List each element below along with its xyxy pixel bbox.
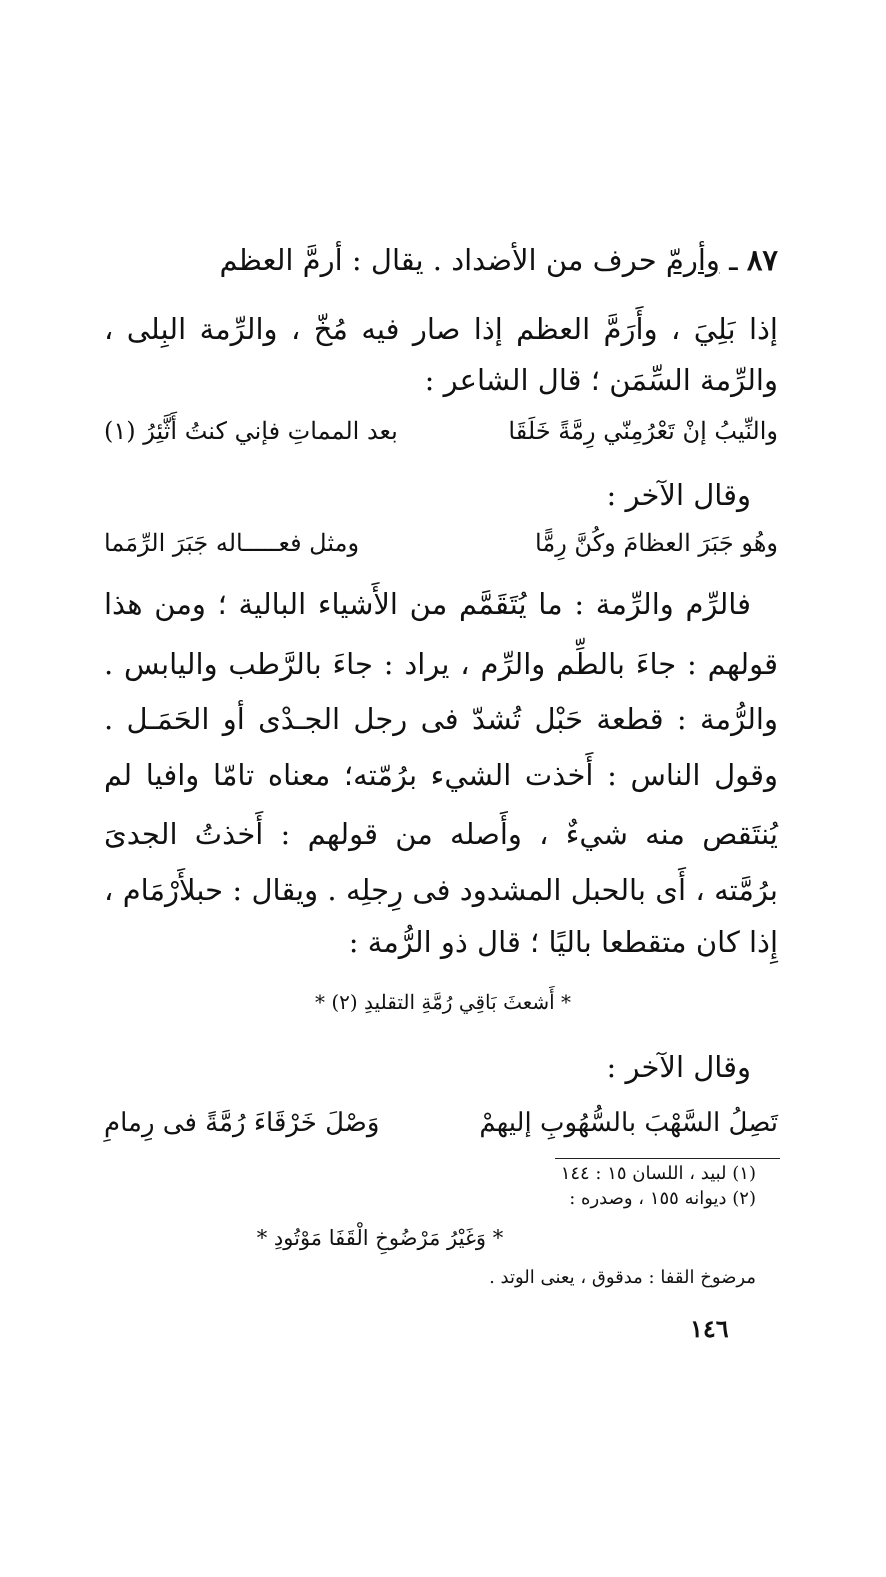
verse-1-second-hemistich: بعد المماتِ فإني كنتُ أَثَّئِرُ (١): [104, 417, 398, 445]
verse-2: [104, 529, 778, 557]
paragraph-line-1: فالرِّم والرِّمة : ما يُتَقَمَّم من الأَشياء البالية ؛ ومن هذا: [104, 587, 751, 621]
paragraph-line-5: يُنتَقص منه شيءٌ ، وأَصله من قولهم : أَخذتُ الجدىَ: [104, 817, 778, 851]
paragraph-line-4: وقول الناس : أَخذت الشيء برُمّته؛ معناه تامّا وافيا لم: [104, 758, 778, 792]
entry-line-2: إذا بَلِيَ ، وأَرَمَّ العظم إذا صار فيه مُخّ ، والرِّمة البِلى ،: [104, 312, 778, 346]
other-poet-line-1: وقال الآخر :: [606, 478, 751, 512]
verse-4-first-hemistich: تَصِلُ السَّهْبَ بالسُّهُوبِ إليهمْ: [479, 1108, 778, 1138]
paragraph-line-2: قولهم : جاءَ بالطِّم والرِّم ، يراد : جاءَ بالرَّطب واليابس .: [104, 647, 778, 681]
footnote-separator: [555, 1158, 780, 1159]
verse-1-first-hemistich: والنِّيبُ إنْ تَعْرُمِنّي رِمَّةً خَلَقَا: [508, 417, 778, 445]
entry-headword: وأرمّ: [665, 243, 720, 277]
footnote-1: (١) لبيد ، اللسان ١٥ : ١٤٤: [560, 1163, 756, 1184]
entry-first-line: [219, 243, 778, 277]
verse-3: * أَشعثَ بَاقِي رُمَّةِ التقليدِ (٢) *: [314, 990, 572, 1014]
entry-line-3: والرِّمة السِّمَن ؛ قال الشاعر :: [424, 363, 778, 397]
footnote-2-verse: * وَغَيْرُ مَرْضُوخِ الْقَفَا مَوْتُودِ *: [256, 1226, 504, 1250]
entry-number: ٨٧: [746, 243, 778, 277]
verse-2-first-hemistich: وهُو جَبَرَ العظامَ وكُنَّ رِمًّا: [535, 529, 778, 557]
paragraph-line-3: والرُّمة : قطعة حَبْل تُشدّ فى رجل الجـدْى أو الحَمَـل .: [104, 702, 778, 736]
other-poet-line-2: وقال الآخر :: [606, 1050, 751, 1084]
footnote-2: (٢) ديوانه ١٥٥ ، وصدره :: [569, 1188, 756, 1209]
verse-2-second-hemistich: ومثل فعـــــاله جَبَرَ الرِّمَما: [104, 529, 360, 557]
verse-4-second-hemistich: وَصْلَ خَرْقَاءَ رُمَّةً فى رِمامِ: [104, 1108, 380, 1138]
verse-1: [104, 417, 778, 445]
page-number: ١٤٦: [690, 1314, 729, 1343]
verse-4: [104, 1108, 778, 1138]
entry-dash: ـ: [719, 243, 747, 277]
paragraph-line-6: برُمَّته ، أَى بالحبل المشدود فى رِجلِه . ويقال : حبلأَرْمَام ،: [104, 873, 778, 907]
paragraph-line-7: إِذا كان متقطعا باليًا ؛ قال ذو الرُّمة :: [348, 925, 778, 959]
footnote-2-gloss: مرضوخ القفا : مدقوق ، يعنى الوتد .: [489, 1267, 756, 1288]
entry-line1-text: حرف من الأضداد . يقال : أرمَّ العظم: [219, 243, 666, 277]
